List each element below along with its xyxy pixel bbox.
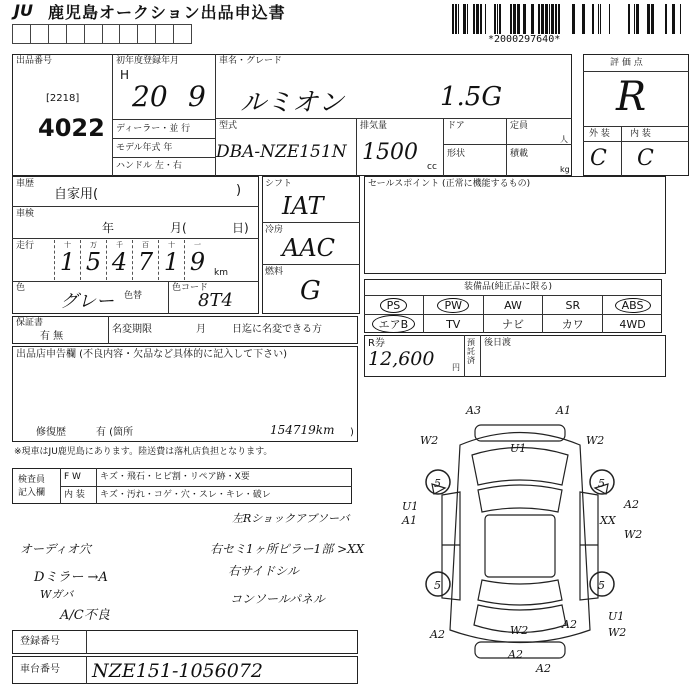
- barcode: [452, 4, 684, 34]
- mark-a1-left: A1: [402, 514, 417, 527]
- equip-ps: PS: [364, 295, 423, 314]
- recycle-r-label: R券: [368, 338, 385, 349]
- equip-sr: SR: [542, 295, 602, 314]
- inspector-label: 検査員 記入欄: [18, 475, 46, 498]
- inspector-note-7: コンソールパネル: [230, 592, 325, 606]
- type-value: DBA-NZE151N: [216, 142, 347, 162]
- equip-4wd: 4WD: [602, 314, 662, 333]
- history-value: 自家用(: [54, 187, 99, 202]
- era: H: [120, 68, 130, 82]
- equipment-row2: [364, 314, 662, 333]
- expiry-note: 日迄に名変できる方: [232, 324, 322, 335]
- recycle-amount: 12,600: [368, 348, 435, 370]
- interior-grade: C: [637, 146, 654, 171]
- registration-number-box: [12, 630, 358, 654]
- equip-エアb: エアB: [364, 314, 423, 333]
- serial-boxes: [12, 24, 192, 44]
- equip-aw: AW: [483, 295, 543, 314]
- model-year-label: モデル年式 年: [116, 143, 173, 153]
- mileage-digit-header: 十: [64, 241, 71, 249]
- rating-label: 評 価 点: [610, 58, 643, 68]
- ac-value: AAC: [282, 234, 336, 262]
- expiry-month: 月: [196, 324, 206, 335]
- mileage-digit: 4: [111, 248, 128, 276]
- warranty-options: 有 無: [40, 331, 64, 342]
- inspection-label: 車検: [16, 209, 35, 219]
- warranty-label: 保証書: [16, 318, 44, 328]
- inspector-note-2: オーディオ穴: [20, 542, 92, 556]
- repair-close: ): [350, 427, 354, 438]
- load-label: 積載: [510, 149, 529, 159]
- inspector-note-4: Dミラー →A: [34, 570, 108, 585]
- car-name: ルミオン: [240, 88, 345, 118]
- equip-tv: TV: [423, 314, 483, 333]
- mark-a2-rear-right: A2: [562, 618, 577, 631]
- mileage-digit-cell: [80, 240, 106, 280]
- mark-w2-rear-right: W2: [608, 626, 627, 639]
- inspection-day: 日): [232, 221, 249, 235]
- load-unit: kg: [560, 165, 570, 174]
- mileage-digit-cell: [54, 240, 80, 280]
- logo: JU: [14, 1, 33, 20]
- mileage-digit-header: 十: [168, 241, 175, 249]
- fuel-label: 燃料: [265, 267, 284, 277]
- lot-number: 4022: [38, 114, 105, 142]
- color-swap-label: 色替: [124, 291, 143, 301]
- chassis-label: 車台番号: [20, 664, 60, 675]
- mileage-digit-cell: [184, 240, 210, 280]
- equipment-label: 装備品(純正品に限る): [464, 282, 553, 292]
- registration-number-label: 登録番号: [20, 636, 60, 647]
- first-reg-label: 初年度登録年月: [116, 56, 180, 66]
- mileage-digit: 1: [163, 248, 180, 276]
- form-title: 鹿児島オークション出品申込書: [48, 3, 286, 22]
- repair-mileage-note: 154719km: [270, 423, 335, 437]
- mark-u1-rear-right: U1: [608, 610, 625, 623]
- mileage-digit: 9: [189, 248, 206, 276]
- car-damage-diagram: [390, 400, 690, 690]
- reg-year: 20: [132, 80, 168, 113]
- mark-w2-front-right: W2: [586, 434, 605, 447]
- footnote: ※現車はJU鹿児島にあります。陸送費は落札店負担となります。: [14, 447, 273, 457]
- sales-point-label: セールスポイント (正常に機能するもの): [368, 179, 531, 189]
- inspector-note-3: 右セミ1ヶ所ピラー1部 >XX: [210, 542, 365, 556]
- mileage-digit: 5: [85, 248, 102, 276]
- mileage-digit: 7: [137, 248, 154, 276]
- mark-a2-right: A2: [624, 498, 639, 511]
- equipment-row1: [364, 295, 662, 314]
- inspector-row1: キズ・飛石・ヒビ割・リペア跡・X要: [100, 472, 250, 482]
- shift-label: シフト: [265, 179, 293, 189]
- equip-pw: PW: [423, 295, 483, 314]
- notes-label: 出品店申告欄 (不良内容・欠品など具体的に記入して下さい): [16, 349, 287, 360]
- history-label: 車歴: [16, 179, 35, 189]
- capacity-unit: 人: [560, 135, 568, 144]
- mileage-digit-header: 万: [90, 241, 97, 249]
- handle-label: ハンドル 左・右: [116, 161, 182, 171]
- capacity-label: 定員: [510, 121, 529, 131]
- interior-label: 内 装: [630, 129, 651, 139]
- equip-ナビ: ナビ: [483, 314, 543, 333]
- mileage-digit-header: 百: [142, 241, 149, 249]
- mileage-unit: km: [214, 268, 228, 278]
- reg-month: 9: [188, 80, 206, 113]
- mark-a2-bottom: A2: [508, 648, 523, 661]
- mileage-digit: 1: [59, 248, 76, 276]
- mileage-digit-header: 千: [116, 241, 123, 249]
- inspector-note-1: 左Rショックアブソーバ: [232, 512, 350, 525]
- fuel-value: G: [300, 276, 321, 306]
- mark-a1: A1: [556, 404, 571, 417]
- wheel-mark-rr: 5: [598, 579, 605, 592]
- mileage-digit-header: 一: [194, 241, 201, 249]
- history-close: ): [236, 183, 242, 198]
- chassis-value: NZE151-1056072: [92, 660, 263, 682]
- equip-abs: ABS: [602, 295, 662, 314]
- exterior-grade: C: [590, 146, 607, 171]
- mark-a2-rear-left: A2: [430, 628, 445, 641]
- shape-label: 形状: [447, 149, 466, 159]
- type-label: 型式: [219, 121, 238, 131]
- wheel-mark-fl: 5: [434, 477, 441, 490]
- mark-u1-hood: U1: [510, 442, 527, 455]
- mark-a2-bottom-2: A2: [536, 662, 551, 675]
- car-grade: 1.5G: [440, 82, 503, 112]
- wheel-mark-fr: 5: [598, 477, 605, 490]
- lot-label: 出品番号: [16, 56, 53, 66]
- mark-w2-front-left: W2: [420, 434, 439, 447]
- color-code: 8T4: [198, 290, 233, 311]
- inspector-note-8: A/C不良: [60, 608, 110, 623]
- displacement-unit: cc: [427, 162, 437, 172]
- shift-value: IAT: [282, 192, 324, 220]
- inspector-fw-label: F W: [64, 472, 81, 482]
- ac-label: 冷房: [265, 225, 284, 235]
- exterior-label: 外 装: [589, 129, 610, 139]
- displacement: 1500: [362, 140, 418, 165]
- dealer-label: ディーラー・並 行: [116, 124, 191, 134]
- inspector-row2: キズ・汚れ・コゲ・穴・スレ・キレ・破レ: [100, 490, 271, 500]
- inspection-month: 月(: [170, 221, 187, 235]
- mark-xx-right: XX: [600, 514, 616, 527]
- mark-u1-left: U1: [402, 500, 419, 513]
- recycle-deposit: 預託済: [467, 338, 475, 365]
- mark-w2-right: W2: [624, 528, 643, 541]
- equip-カワ: カワ: [542, 314, 602, 333]
- expiry-label: 名変期限: [112, 324, 152, 335]
- mileage-digit-cell: [106, 240, 132, 280]
- mileage-digits: [54, 240, 210, 280]
- displacement-label: 排気量: [360, 121, 388, 131]
- lot-code: [2218]: [46, 93, 80, 104]
- sales-point-box: [364, 176, 666, 274]
- mileage-digit-cell: [132, 240, 158, 280]
- color-value: グレー: [60, 291, 114, 312]
- wheel-mark-rl: 5: [434, 579, 441, 592]
- mark-w2-rear: W2: [510, 624, 529, 637]
- color-label: 色: [16, 283, 26, 293]
- door-label: ドア: [447, 121, 465, 131]
- recycle-unit: 円: [452, 363, 460, 372]
- repair-value: 有 (箇所: [96, 427, 134, 438]
- rating-score: R: [616, 74, 647, 120]
- color-code-label: 色コード: [172, 283, 209, 293]
- repair-label: 修復歴: [36, 427, 66, 438]
- inspection-year: 年: [102, 221, 115, 235]
- car-name-label: 車名・グレード: [219, 56, 283, 66]
- mark-a3: A3: [466, 404, 481, 417]
- inspector-note-6: Wガバ: [40, 588, 74, 601]
- mileage-label: 走行: [16, 241, 35, 251]
- barcode-number: *2000297640*: [488, 34, 561, 45]
- inspector-note-5: 右サイドシル: [228, 564, 299, 578]
- mileage-digit-cell: [158, 240, 184, 280]
- inspector-interior-label: 内 装: [64, 490, 85, 500]
- recycle-after: 後日渡: [484, 338, 512, 348]
